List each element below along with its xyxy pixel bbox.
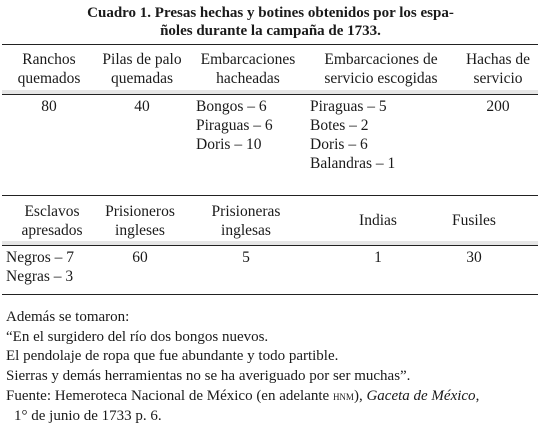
header-prisioneros-ingleses	[92, 202, 188, 240]
source-publication: Gaceta de México	[366, 388, 476, 404]
source-mid: ),	[353, 388, 367, 404]
list-item: Botes – 2	[310, 117, 369, 134]
list-item: Piraguas – 5	[310, 98, 387, 115]
cell-indias: 1	[374, 249, 382, 266]
caption-line-2: ñoles durante la campaña de 1733.	[160, 23, 381, 39]
cell-escogidas	[310, 97, 456, 173]
header-pilas-de-palo	[88, 50, 196, 88]
cell-prisioneros: 60	[132, 249, 148, 266]
list-item: Negras – 3	[6, 268, 74, 285]
cell-esclavos	[6, 248, 102, 286]
cell-pilas: 40	[134, 98, 150, 115]
header-esclavos-apresados	[2, 202, 102, 240]
header-pilas-l1: Pilas de palo	[102, 51, 182, 68]
cell-ranchos: 80	[41, 98, 57, 115]
list-item: Negros – 7	[6, 249, 75, 266]
header-ranchos-l1: Ranchos	[22, 51, 76, 68]
header-embarcaciones-hacheadas	[188, 50, 308, 88]
cell-prisioneras: 5	[242, 249, 250, 266]
header-esclavos-l1: Esclavos	[24, 203, 80, 220]
header-escogidas-l1: Embarcaciones de	[324, 51, 438, 68]
caption-line-1: Cuadro 1. Presas hechas y botines obtenidos por los espa-	[87, 5, 454, 21]
list-item: Balandras – 1	[310, 155, 396, 172]
header-esclavos-l2: apresados	[21, 222, 83, 239]
cell-hachas: 200	[486, 98, 510, 115]
header-prisioneras-l2: inglesas	[221, 222, 271, 239]
source-abbreviation: hnm	[332, 388, 354, 403]
list-item: Doris – 10	[196, 136, 262, 153]
header-fusiles: Fusiles	[452, 212, 496, 229]
table2-top-rule	[2, 195, 538, 196]
source-line	[6, 386, 538, 407]
header-hacheadas-l1: Embarcaciones	[200, 51, 296, 68]
table-notes	[6, 308, 538, 426]
header-prisioneras-l1: Prisioneras	[211, 203, 281, 220]
source-prefix: Fuente: Hemeroteca Nacional de México (en adelante	[6, 388, 333, 404]
note-line-4: Sierras y demás herramientas no se ha averiguado por ser muchas”.	[6, 367, 411, 384]
header-pilas-l2: quemadas	[111, 70, 173, 87]
header-hachas-l2: servicio	[473, 70, 523, 87]
cell-fusiles: 30	[466, 249, 482, 266]
source-date-line: 1° de junio de 1733 p. 6.	[14, 407, 162, 424]
list-item: Bongos – 6	[196, 98, 267, 115]
header-ranchos-quemados	[4, 50, 94, 88]
note-line-3: El pendolaje de ropa que fue abundante y todo partible.	[6, 348, 339, 364]
table2-header-rule	[2, 245, 538, 246]
header-escogidas-l2: servicio escogidas	[324, 70, 438, 87]
table2-bottom-rule	[2, 294, 538, 295]
list-item: Piraguas – 6	[196, 117, 273, 134]
table1-top-rule	[2, 44, 538, 45]
table1-header-rule	[2, 94, 538, 95]
list-item: Doris – 6	[310, 136, 368, 153]
cell-hacheadas	[196, 97, 314, 154]
header-prisioneras-inglesas	[198, 202, 294, 240]
header-embarcaciones-escogidas	[306, 50, 456, 88]
note-line-1: Además se tomaron:	[6, 309, 130, 325]
source-suffix: ,	[475, 388, 480, 404]
header-prisioneros-l1: Prisioneros	[105, 203, 175, 220]
header-hachas-de-servicio	[456, 50, 540, 88]
header-prisioneros-l2: ingleses	[115, 222, 165, 239]
header-hachas-l1: Hachas de	[465, 51, 531, 68]
note-line-2: “En el surgidero del río dos bongos nuevos.	[6, 328, 269, 345]
header-hacheadas-l2: hacheadas	[216, 70, 280, 87]
header-indias: Indias	[359, 212, 397, 229]
header-ranchos-l2: quemados	[17, 70, 81, 87]
table-caption	[0, 4, 541, 40]
